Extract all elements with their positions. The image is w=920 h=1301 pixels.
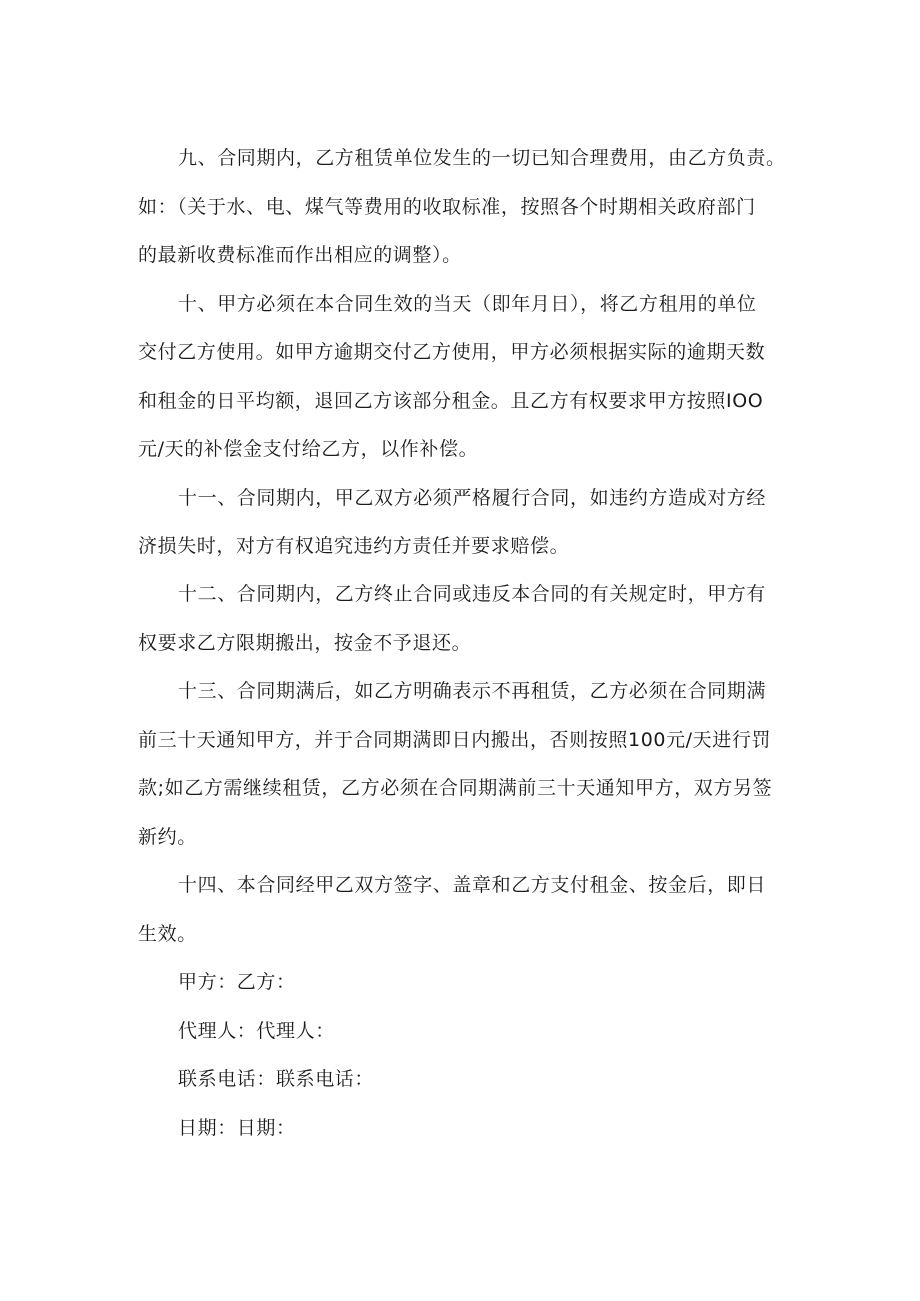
clause-12-line-2: 权要求乙方限期搬出，按金不予退还。 — [138, 632, 472, 654]
signature-date-line: 日期：日期： — [178, 1117, 296, 1139]
clause-14-line-2: 生效。 — [138, 923, 197, 945]
clause-10-line-3: 和租金的日平均额，退回乙方该部分租金。且乙方有权要求甲方按照IOO — [138, 390, 764, 412]
clause-11-line-1: 十一、合同期内，甲乙双方必须严格履行合同，如违约方造成对方经 — [178, 487, 767, 509]
clause-9-line-2: 如：（关于水、电、煤气等费用的收取标准，按照各个时期相关政府部门 — [138, 196, 756, 218]
signature-agent-line: 代理人：代理人： — [178, 1020, 335, 1042]
clause-13-line-1: 十三、合同期满后，如乙方明确表示不再租赁，乙方必须在合同期满 — [178, 680, 767, 702]
clause-12-line-1: 十二、合同期内，乙方终止合同或违反本合同的有关规定时，甲方有 — [178, 583, 767, 605]
clause-10-line-4: 元/天的补偿金支付给乙方，以作补偿。 — [138, 438, 479, 460]
clause-9-line-3: 的最新收费标准而作出相应的调整）。 — [138, 244, 462, 266]
clause-13-line-3: 款;如乙方需继续租赁，乙方必须在合同期满前三十天通知甲方，双方另签 — [138, 777, 773, 799]
clause-11-line-2: 济损失时，对方有权追究违约方责任并要求赔偿。 — [138, 535, 570, 557]
signature-phone-line: 联系电话：联系电话： — [178, 1068, 375, 1090]
clause-10-line-2: 交付乙方使用。如甲方逾期交付乙方使用，甲方必须根据实际的逾期天数 — [138, 341, 766, 363]
signature-party-line: 甲方：乙方： — [178, 971, 296, 993]
clause-13-line-4: 新约。 — [138, 826, 197, 848]
clause-14-line-1: 十四、本合同经甲乙双方签字、盖章和乙方支付租金、按金后，即日 — [178, 874, 767, 896]
clause-13-line-2: 前三十天通知甲方，并于合同期满即日内搬出，否则按照100元/天进行罚 — [138, 729, 772, 751]
clause-9-line-1: 九、合同期内，乙方租赁单位发生的一切已知合理费用，由乙方负责。 — [178, 147, 786, 169]
clause-10-line-1: 十、甲方必须在本合同生效的当天（即年月日），将乙方租用的单位 — [178, 293, 757, 315]
